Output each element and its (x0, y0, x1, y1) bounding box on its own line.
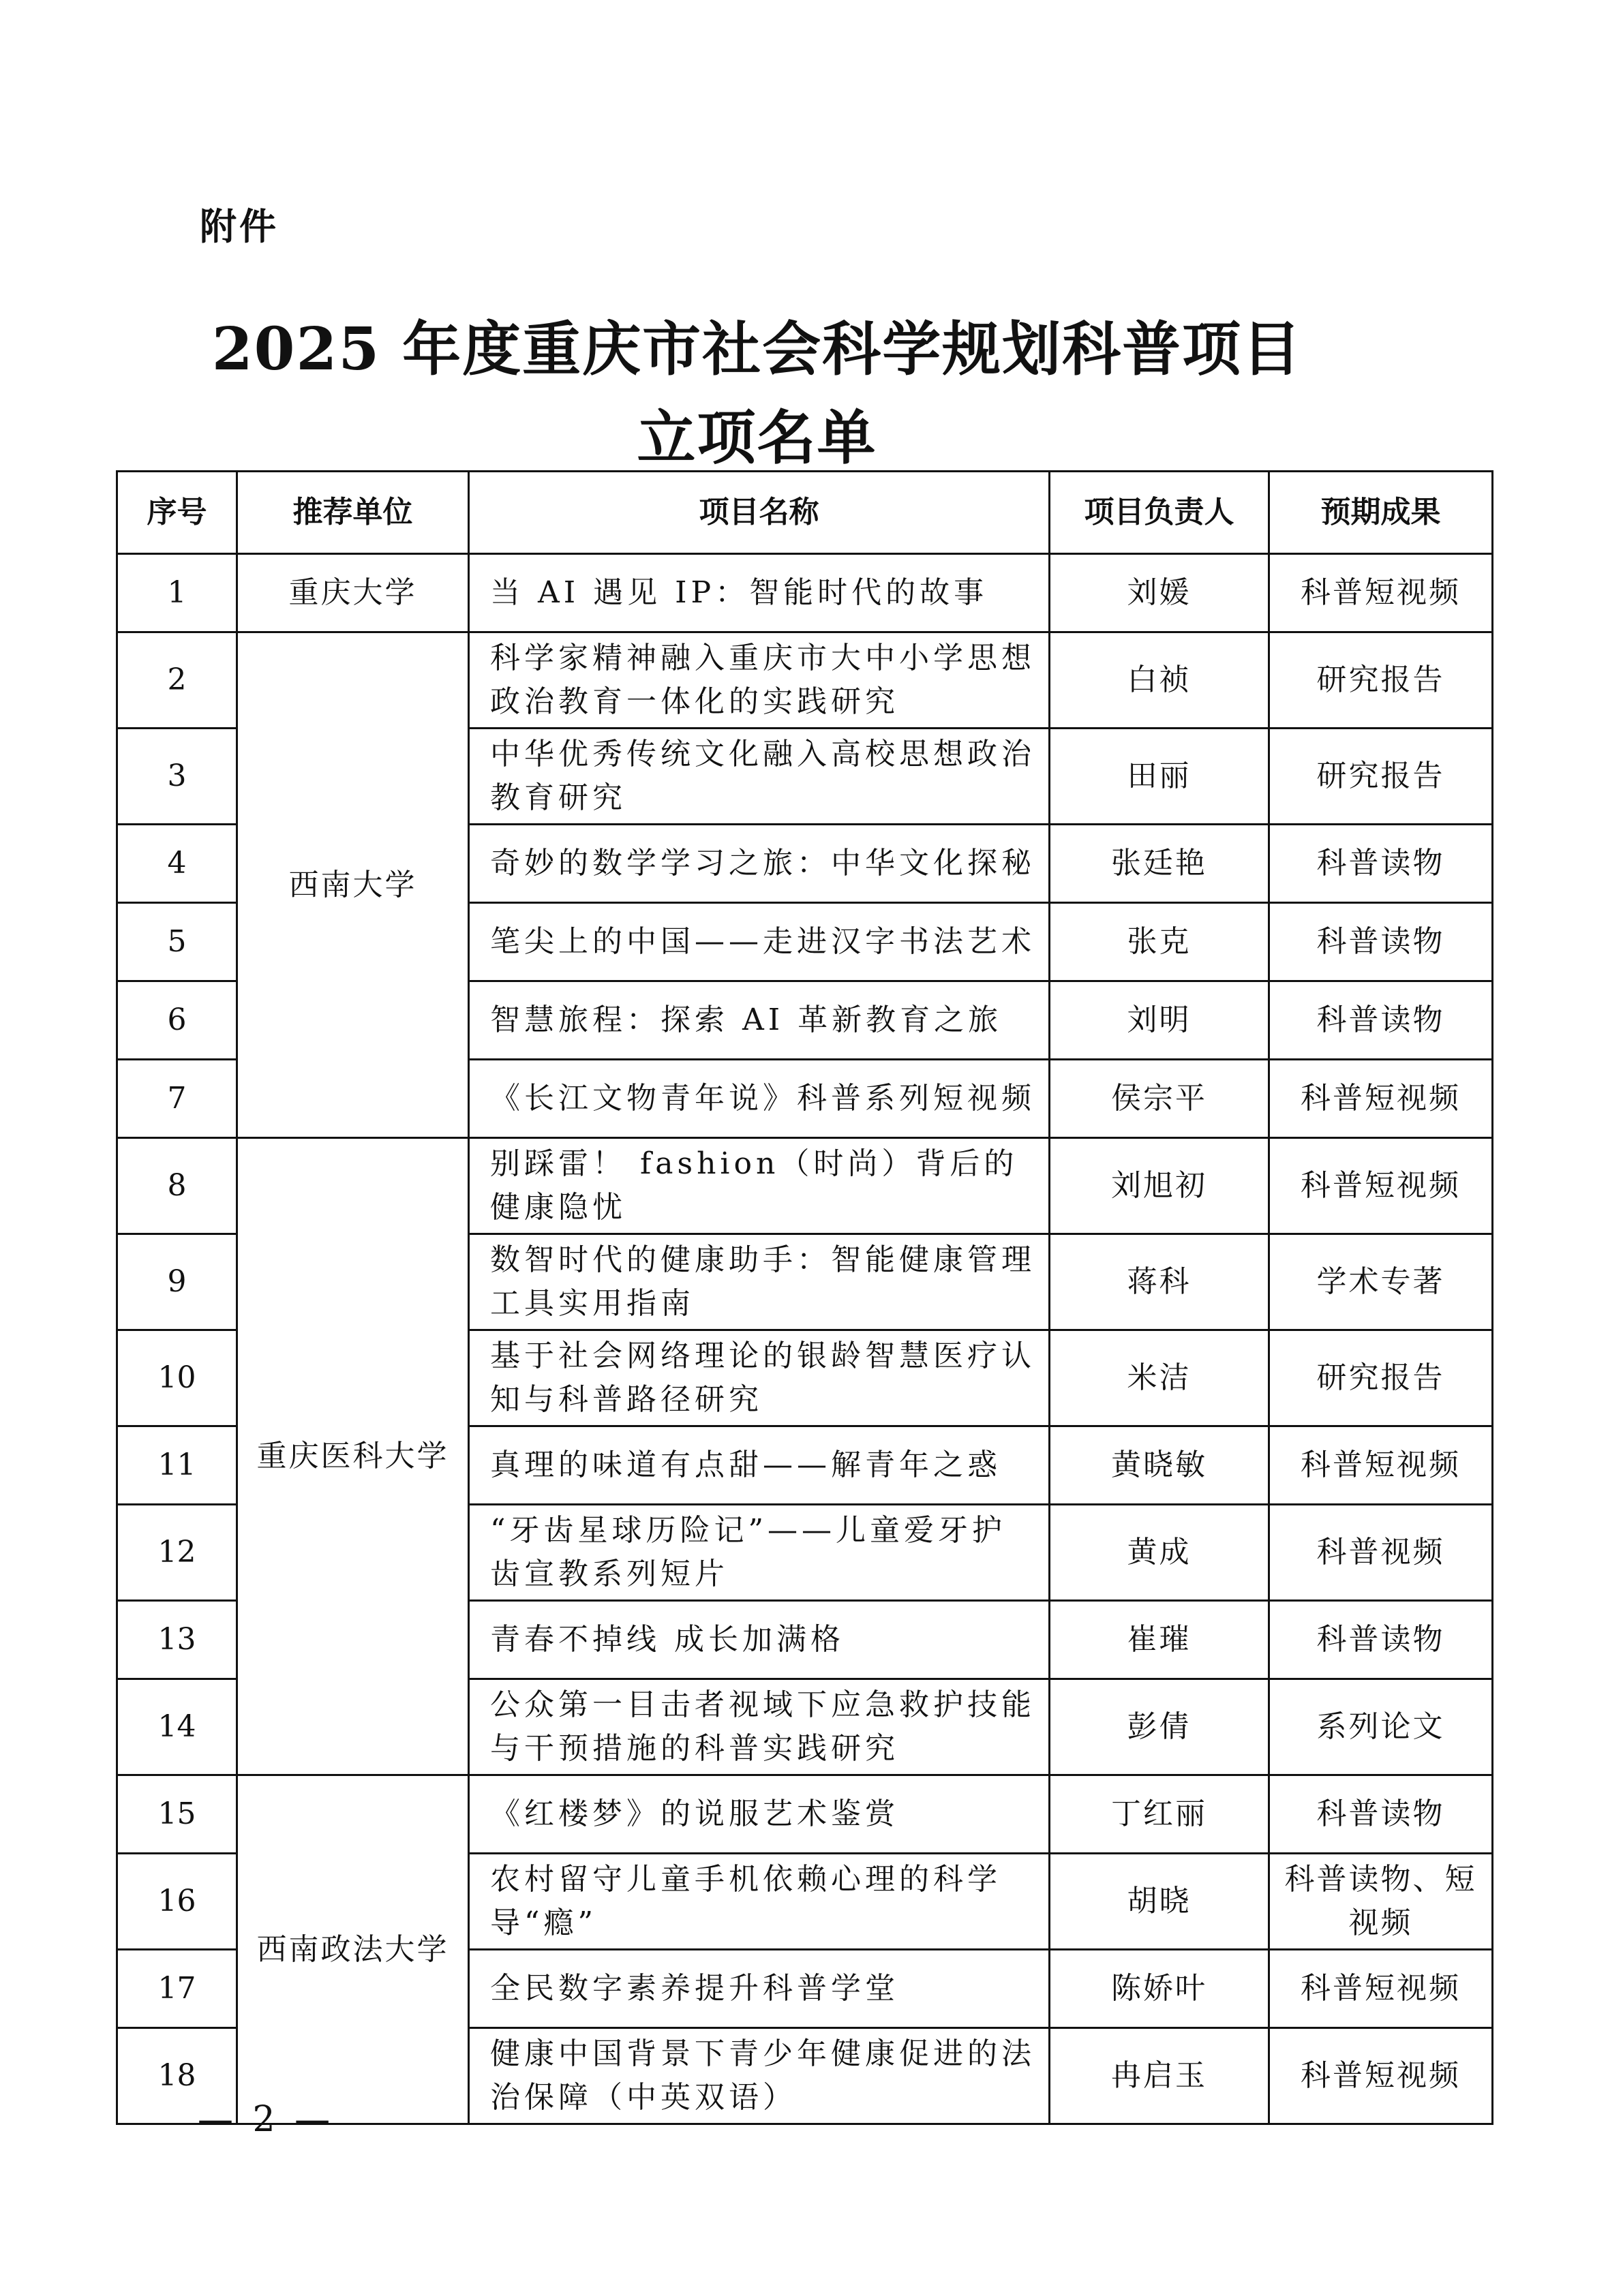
project-name: 健康中国背景下青少年健康促进的法治保障（中英双语） (469, 2028, 1050, 2124)
row-number: 8 (117, 1138, 237, 1234)
row-number: 14 (117, 1679, 237, 1775)
recommending-unit: 西南大学 (237, 632, 469, 1138)
document-title-line1: 2025 年度重庆市社会科学规划科普项目 (211, 315, 1303, 384)
project-lead: 米洁 (1050, 1330, 1269, 1426)
column-header-number: 序号 (117, 472, 237, 554)
expected-outcome: 科普短视频 (1269, 1426, 1493, 1505)
expected-outcome: 科普读物 (1269, 903, 1493, 981)
row-number: 10 (117, 1330, 237, 1426)
project-name: 真理的味道有点甜——解青年之惑 (469, 1426, 1050, 1505)
expected-outcome: 研究报告 (1269, 729, 1493, 825)
project-lead: 刘媛 (1050, 554, 1269, 632)
row-number: 2 (117, 632, 237, 729)
table-row (117, 632, 1493, 729)
project-lead: 刘明 (1050, 981, 1269, 1060)
project-name: 基于社会网络理论的银龄智慧医疗认知与科普路径研究 (469, 1330, 1050, 1426)
page-number: — 2 — (198, 2099, 335, 2140)
column-header-outcome: 预期成果 (1269, 472, 1493, 554)
expected-outcome: 系列论文 (1269, 1679, 1493, 1775)
expected-outcome: 科普短视频 (1269, 1138, 1493, 1234)
expected-outcome: 科普读物 (1269, 825, 1493, 903)
expected-outcome: 科普短视频 (1269, 2028, 1493, 2124)
project-lead: 胡晓 (1050, 1854, 1269, 1950)
project-lead: 崔璀 (1050, 1601, 1269, 1679)
project-lead: 丁红丽 (1050, 1775, 1269, 1854)
row-number: 6 (117, 981, 237, 1060)
row-number: 1 (117, 554, 237, 632)
project-name: 全民数字素养提升科普学堂 (469, 1950, 1050, 2028)
expected-outcome: 研究报告 (1269, 1330, 1493, 1426)
expected-outcome: 科普短视频 (1269, 1060, 1493, 1138)
table-row (117, 1138, 1493, 1234)
project-name: 公众第一目击者视域下应急救护技能与干预措施的科普实践研究 (469, 1679, 1050, 1775)
column-header-project-name: 项目名称 (469, 472, 1050, 554)
expected-outcome: 科普读物 (1269, 1775, 1493, 1854)
project-name: 奇妙的数学学习之旅：中华文化探秘 (469, 825, 1050, 903)
recommending-unit: 重庆医科大学 (237, 1138, 469, 1775)
recommending-unit: 重庆大学 (237, 554, 469, 632)
project-name: 青春不掉线 成长加满格 (469, 1601, 1050, 1679)
project-name: “牙齿星球历险记”——儿童爱牙护齿宣教系列短片 (469, 1505, 1050, 1601)
row-number: 5 (117, 903, 237, 981)
project-lead: 黄成 (1050, 1505, 1269, 1601)
expected-outcome: 研究报告 (1269, 632, 1493, 729)
expected-outcome: 学术专著 (1269, 1234, 1493, 1330)
table-header-row (117, 472, 1493, 554)
table-row (117, 554, 1493, 632)
project-name: 笔尖上的中国——走进汉字书法艺术 (469, 903, 1050, 981)
column-header-lead: 项目负责人 (1050, 472, 1269, 554)
row-number: 4 (117, 825, 237, 903)
row-number: 16 (117, 1854, 237, 1950)
project-name: 《红楼梦》的说服艺术鉴赏 (469, 1775, 1050, 1854)
row-number: 18 (117, 2028, 237, 2124)
table-row (117, 1775, 1493, 1854)
project-lead: 张廷艳 (1050, 825, 1269, 903)
project-name: 当 AI 遇见 IP：智能时代的故事 (469, 554, 1050, 632)
expected-outcome: 科普读物、短视频 (1269, 1854, 1493, 1950)
expected-outcome: 科普读物 (1269, 1601, 1493, 1679)
expected-outcome: 科普短视频 (1269, 1950, 1493, 2028)
project-lead: 陈娇叶 (1050, 1950, 1269, 2028)
attachment-label: 附件 (200, 205, 279, 248)
project-lead: 黄晓敏 (1050, 1426, 1269, 1505)
row-number: 3 (117, 729, 237, 825)
project-lead: 刘旭初 (1050, 1138, 1269, 1234)
project-name: 中华优秀传统文化融入高校思想政治教育研究 (469, 729, 1050, 825)
document-title-line2: 立项名单 (637, 403, 877, 472)
expected-outcome: 科普短视频 (1269, 554, 1493, 632)
row-number: 11 (117, 1426, 237, 1505)
row-number: 13 (117, 1601, 237, 1679)
project-name: 科学家精神融入重庆市大中小学思想政治教育一体化的实践研究 (469, 632, 1050, 729)
expected-outcome: 科普视频 (1269, 1505, 1493, 1601)
project-lead: 彭倩 (1050, 1679, 1269, 1775)
project-name: 数智时代的健康助手：智能健康管理工具实用指南 (469, 1234, 1050, 1330)
project-name: 农村留守儿童手机依赖心理的科学导“瘾” (469, 1854, 1050, 1950)
expected-outcome: 科普读物 (1269, 981, 1493, 1060)
project-list-table (116, 470, 1493, 2125)
project-lead: 侯宗平 (1050, 1060, 1269, 1138)
row-number: 17 (117, 1950, 237, 2028)
row-number: 7 (117, 1060, 237, 1138)
row-number: 12 (117, 1505, 237, 1601)
project-lead: 冉启玉 (1050, 2028, 1269, 2124)
recommending-unit: 西南政法大学 (237, 1775, 469, 2124)
column-header-unit: 推荐单位 (237, 472, 469, 554)
project-name: 智慧旅程：探索 AI 革新教育之旅 (469, 981, 1050, 1060)
project-name: 别踩雷！ fashion（时尚）背后的健康隐忧 (469, 1138, 1050, 1234)
row-number: 9 (117, 1234, 237, 1330)
project-lead: 白祯 (1050, 632, 1269, 729)
project-lead: 张克 (1050, 903, 1269, 981)
project-name: 《长江文物青年说》科普系列短视频 (469, 1060, 1050, 1138)
row-number: 15 (117, 1775, 237, 1854)
project-lead: 田丽 (1050, 729, 1269, 825)
project-lead: 蒋科 (1050, 1234, 1269, 1330)
